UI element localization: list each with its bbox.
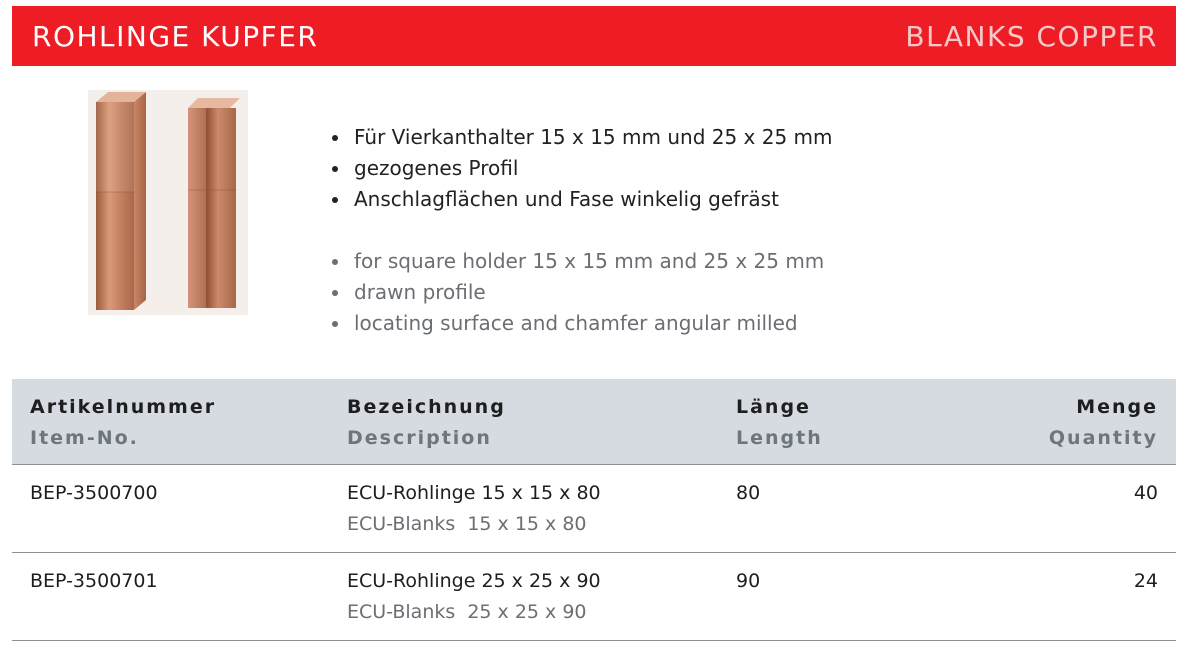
- description-en: ECU-Blanks 15 x 15 x 80: [347, 513, 587, 535]
- length-value: 90: [736, 570, 761, 592]
- quantity-value: 24: [1133, 570, 1158, 592]
- feature-list: [330, 122, 833, 339]
- bullet-icon: [332, 135, 338, 141]
- feature-list-german: [330, 122, 833, 215]
- quantity-value: 40: [1133, 482, 1158, 504]
- table-header: [12, 379, 1176, 465]
- list-item: Anschlagflächen und Fase winkelig gefräst: [330, 184, 833, 215]
- feature-list-english: [330, 246, 833, 339]
- header-item-en: Item-No.: [30, 427, 139, 449]
- table-row: [12, 465, 1176, 553]
- description-de: ECU-Rohlinge 15 x 15 x 80: [347, 482, 601, 504]
- list-item: gezogenes Profil: [330, 153, 833, 184]
- list-item: drawn profile: [330, 277, 833, 308]
- bullet-icon: [332, 259, 338, 265]
- table-row: [12, 553, 1176, 641]
- list-item: Für Vierkanthalter 15 x 15 mm und 25 x 25 mm: [330, 122, 833, 153]
- bullet-icon: [332, 290, 338, 296]
- list-item: locating surface and chamfer angular milled: [330, 308, 833, 339]
- item-number: BEP-3500701: [30, 570, 158, 592]
- header-item-de: Artikelnummer: [30, 396, 217, 418]
- bullet-icon: [332, 321, 338, 327]
- bullet-icon: [332, 197, 338, 203]
- item-number: BEP-3500700: [30, 482, 158, 504]
- header-length-en: Length: [736, 427, 823, 449]
- header-quantity-de: Menge: [1076, 396, 1158, 418]
- length-value: 80: [736, 482, 761, 504]
- header-length-de: Länge: [736, 396, 811, 418]
- header-description-de: Bezeichnung: [347, 396, 506, 418]
- page-header: [12, 6, 1176, 66]
- description-en: ECU-Blanks 25 x 25 x 90: [347, 601, 587, 623]
- copper-blanks-photo: [88, 90, 248, 315]
- bullet-icon: [332, 166, 338, 172]
- header-quantity-en: Quantity: [1048, 427, 1158, 449]
- list-item: for square holder 15 x 15 mm and 25 x 25 mm: [330, 246, 833, 277]
- description-de: ECU-Rohlinge 25 x 25 x 90: [347, 570, 601, 592]
- header-description-en: Description: [347, 427, 492, 449]
- title-english: BLANKS COPPER: [905, 19, 1158, 53]
- product-table: [12, 379, 1176, 641]
- title-german: ROHLINGE KUPFER: [32, 19, 319, 53]
